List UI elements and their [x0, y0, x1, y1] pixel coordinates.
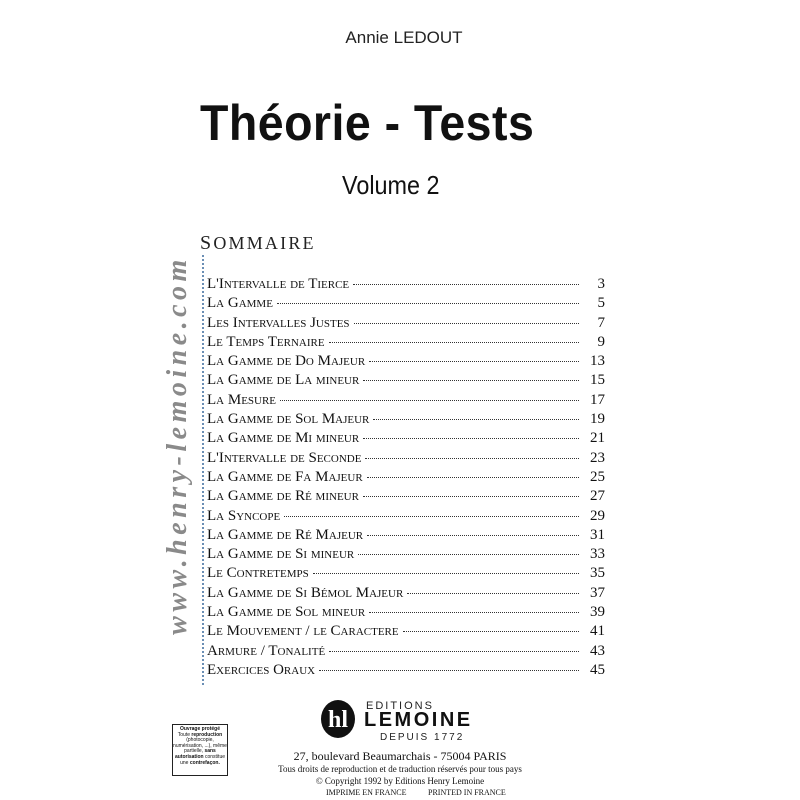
toc-dot-leader	[365, 458, 579, 459]
toc-dot-leader	[329, 342, 579, 343]
logo-mark-text: hl	[327, 707, 349, 733]
author-name: Annie LEDOUT	[345, 28, 463, 47]
toc-entry	[207, 411, 605, 430]
protection-bold2: sans autorisation	[174, 748, 216, 760]
volume-label: Volume 2	[342, 170, 440, 200]
publisher-logo	[318, 699, 488, 743]
toc-entry-label: La Gamme de Si Bémol Majeur	[207, 584, 404, 601]
toc-entry-page: 33	[590, 546, 605, 563]
toc-dot-leader	[329, 651, 579, 652]
toc-entry-page: 27	[590, 488, 605, 505]
toc-entry	[207, 334, 605, 353]
toc-entry-label: Le Contretemps	[207, 565, 309, 582]
toc-entry-page: 13	[590, 353, 605, 370]
toc-entry-label: La Mesure	[207, 391, 277, 408]
toc-entry-page: 45	[590, 661, 605, 678]
toc-dot-leader	[367, 535, 579, 536]
toc-entry	[207, 662, 605, 681]
toc-entry	[207, 623, 605, 642]
toc-entry	[207, 488, 605, 507]
publisher-address: 27, boulevard Beaumarchais - 75004 PARIS	[293, 749, 507, 763]
toc-entry-page: 35	[590, 565, 605, 582]
protection-bold3: contrefaçon.	[189, 759, 220, 766]
toc-entry	[207, 430, 605, 449]
toc-dot-leader	[277, 303, 579, 304]
protection-line3: constitue une	[180, 753, 226, 766]
page-title: Théorie - Tests	[200, 95, 535, 151]
toc-entry	[207, 508, 605, 527]
dotted-rule	[202, 255, 204, 685]
toc-entry-label: La Gamme de Fa Majeur	[207, 468, 363, 485]
toc-entry	[207, 276, 605, 295]
protection-line1: Toute	[177, 731, 190, 738]
toc-entry-label: La Gamme de Sol Majeur	[207, 411, 370, 428]
toc-entry-label: L'Intervalle de Tierce	[207, 276, 350, 292]
sommaire-heading	[200, 232, 316, 255]
toc-dot-leader	[403, 631, 579, 632]
toc-dot-leader	[354, 323, 579, 324]
toc-dot-leader	[369, 361, 579, 362]
toc-entry-page: 5	[597, 295, 605, 312]
protection-line2: (photocopie, numérisation, ...), même partielle,	[173, 737, 227, 755]
toc-entry-page: 17	[590, 391, 605, 408]
toc-dot-leader	[373, 419, 579, 420]
publisher-name: LEMOINE	[364, 709, 473, 731]
toc-entry-label: La Syncope	[207, 507, 281, 524]
toc-entry	[207, 295, 605, 314]
toc-entry	[207, 469, 605, 488]
toc-entry-label: La Gamme de Mi mineur	[207, 430, 360, 447]
toc-dot-leader	[367, 477, 579, 478]
toc-entry-page: 37	[590, 584, 605, 601]
publisher-editions: EDITIONS	[366, 700, 434, 712]
toc-dot-leader	[358, 554, 579, 555]
toc-entry	[207, 372, 605, 391]
toc-dot-leader	[363, 438, 579, 439]
toc-entry-page: 25	[590, 468, 605, 485]
toc-dot-leader	[353, 284, 579, 285]
toc-entry-label: Les Intervalles Justes	[207, 314, 350, 331]
toc-entry	[207, 392, 605, 411]
printed-in-france-en: PRINTED IN FRANCE	[428, 788, 506, 797]
toc-entry-label: Le Mouvement / le Caractere	[207, 623, 399, 640]
toc-entry-label: La Gamme de Si mineur	[207, 546, 355, 563]
website-watermark: www.henry-lemoine.com	[162, 255, 193, 635]
toc-entry-label: Exercices Oraux	[207, 661, 316, 678]
toc-entry-page: 31	[590, 526, 605, 543]
toc-entry-label: La Gamme de Ré Majeur	[207, 526, 364, 543]
toc-entry-label: La Gamme de La mineur	[207, 372, 360, 389]
toc-entry-page: 43	[590, 642, 605, 659]
toc-entry-page: 29	[590, 507, 605, 524]
toc-entry-page: 7	[597, 314, 605, 331]
toc-entry-label: La Gamme de Do Majeur	[207, 353, 366, 370]
toc-dot-leader	[407, 593, 579, 594]
protection-title: Ouvrage protégé	[179, 726, 220, 732]
copyright-notice: © Copyright 1992 by Editions Henry Lemoine	[315, 776, 485, 786]
toc-entry-label: La Gamme de Sol mineur	[207, 604, 366, 621]
toc-entry-page: 23	[590, 449, 605, 466]
table-of-contents	[207, 276, 605, 681]
toc-entry-label: L'Intervalle de Seconde	[207, 449, 362, 466]
protection-bold1: reproduction	[191, 731, 223, 738]
toc-entry-page: 19	[590, 411, 605, 428]
toc-entry-page: 39	[590, 604, 605, 621]
toc-entry	[207, 527, 605, 546]
toc-dot-leader	[363, 496, 579, 497]
toc-entry	[207, 546, 605, 565]
toc-entry	[207, 450, 605, 469]
publisher-since: DEPUIS 1772	[380, 732, 465, 743]
toc-entry	[207, 604, 605, 623]
toc-entry-page: 9	[597, 333, 605, 350]
toc-entry	[207, 585, 605, 604]
hl-logo-icon	[318, 699, 358, 739]
toc-entry-label: Le Temps Ternaire	[207, 333, 325, 350]
sommaire-heading-rest: OMMAIRE	[213, 233, 316, 253]
toc-dot-leader	[369, 612, 579, 613]
toc-entry-page: 41	[590, 623, 605, 640]
toc-entry-page: 15	[590, 372, 605, 389]
toc-entry	[207, 643, 605, 662]
toc-dot-leader	[319, 670, 579, 671]
printed-in-france-fr: IMPRIME EN FRANCE	[326, 788, 407, 797]
toc-entry	[207, 353, 605, 372]
toc-entry	[207, 315, 605, 334]
toc-entry-label: Armure / Tonalité	[207, 642, 326, 659]
sommaire-heading-initial: S	[200, 232, 214, 254]
toc-entry-label: La Gamme	[207, 295, 273, 312]
toc-entry-label: La Gamme de Ré mineur	[207, 488, 359, 505]
toc-entry	[207, 565, 605, 584]
toc-dot-leader	[313, 573, 579, 574]
toc-entry-page: 21	[590, 430, 605, 447]
toc-dot-leader	[284, 516, 579, 517]
toc-entry-page: 3	[597, 276, 605, 292]
rights-notice: Tous droits de reproduction et de traduction réservés pour tous pays	[278, 764, 522, 774]
toc-dot-leader	[280, 400, 579, 401]
toc-dot-leader	[363, 380, 579, 381]
